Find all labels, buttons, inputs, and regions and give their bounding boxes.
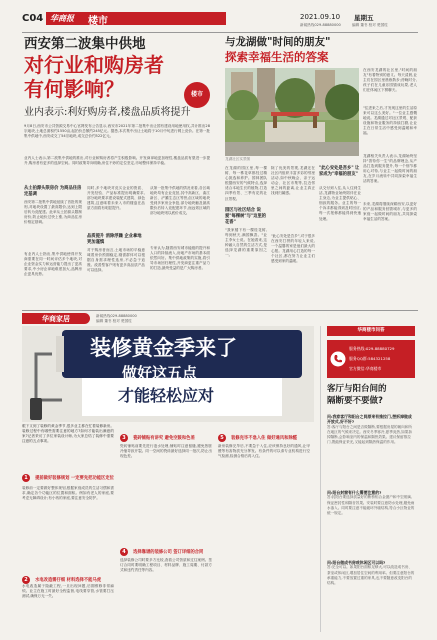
lead-paragraph-2: 业内人士表示,第二波集中供地的推出,对行业和购房者将产生积极影响。开发商拿地更加理性,楼盘品质有望进一步提升,购房者有更多的选择空间。同时政策导向明确,房住不炒的定位坚定,市场整体保持平稳。 (24, 156, 210, 166)
story2-column-2 (271, 166, 315, 304)
editor-credit: 编辑 董书 校对 楚国柱 (352, 23, 388, 27)
lead-paragraph-1: 9月8日,西安市公共资源交易中心官网发布公告显示,西安市2021年第二批集中出让国有建设用地使用权,共计推出28宗地块,土地总面积约1550亩,起拍价总额约245亿元。据悉,本次集中出让土地将于10月中旬进行网上竞价。在第一批集中供地中,西安成交了54宗地块,成交总价约522亿元。 (24, 124, 210, 139)
qa-title-line2: 隔断要不要做? (327, 396, 383, 406)
section2-badge (22, 313, 90, 324)
home-column-2 (120, 424, 212, 632)
story2-body-5: 从交付到入住,从入住到生活,龙湖物业始终陪伴在业主身边,为业主提供贴心、细致的服务。业主的每一个诉求都能得到及时回应,每一次报修都能得到快速处理。 (319, 186, 361, 221)
tip-5-title: 装修完毕不急入住 做好通风和除醛 (231, 436, 298, 441)
story2-caption: 龙湖社区实景图 (225, 157, 251, 161)
tip-2-heading (22, 566, 114, 585)
story2-column-1 (225, 166, 267, 304)
home-body-2: 水电改造属于隐蔽工程,一旦出现问题,后期维修非常麻烦。业主在施工时最好全程监督,电线要穿管,水管要打压测试,确保万无一失。 (22, 584, 114, 599)
qa-column (320, 326, 418, 632)
lead-body-6: 专家认为,随着西安城市能级的提升和人口的持续流入,房地产市场的基本面依然向好。集中供地政策的实施,将引导市场回归理性,开发商更注重产品力的打造,最终受益的是广大购房者。 (150, 246, 210, 271)
story2-headline-line2: 探索幸福生活的答案 (225, 50, 329, 64)
lead-headline-line2: 对行业和购房者 (24, 53, 164, 77)
masthead-red-block (46, 12, 226, 25)
tip-1-heading (22, 464, 114, 483)
section2-title: 华商家居 (42, 315, 70, 323)
paper-logo: 华商报 (50, 13, 74, 23)
qa-contact-box (327, 340, 415, 378)
section2-hotline: 新闻热线029-88880000 (96, 314, 137, 318)
tip-3-number: 3 (120, 434, 128, 442)
home-body-3: 瓷砖铺贴前要先进行泡水处理,铺贴时注意留缝,避免热胀冷缩导致开裂。同一空间的瓷砖最好选择同一批次,防止出现色差。 (120, 444, 212, 459)
story2 (223, 36, 419, 306)
lead-sub-title-2: 品质提升 消除浮躁 企业拿地更加谨慎 (87, 234, 142, 245)
tip-5-heading (218, 424, 310, 443)
story2-body-3: 除了优美的景观,龙湖还在社区内组织丰富多彩的邻里活动,如中秋晚会、亲子运动会、社区市集等,拉近邻里之间的距离,让业主真正找到归属感。 (271, 166, 315, 196)
home-body (22, 424, 314, 632)
home-body-5: 新房装修完毕后,不要急于入住,应该保持良好的通风,让甲醛等有害物质充分挥发。有条件的可以请专业机构进行空气检测,检测合格后再入住。 (218, 444, 310, 459)
qa-badge: 华商楼市问答 (327, 326, 415, 336)
home-body-4: 选择装修公司时要多方比较,查看公司资质和过往案例。签订合同时要明确工程项目、材料品牌、施工周期、付款方式和违约责任等内容。 (120, 558, 212, 573)
story2-sub-title-2: "此心安处是吾乡" 让家成为"幸福的朋友" (319, 166, 360, 177)
qa-answer-1: 答:客厅与阳台之间是否做隔断,要根据房屋的朝向和所在地区的气候来决定。西安冬季寒冷,夏季炎热,如果拆掉隔断,会影响室内的保温和隔热效果。建议保留推拉门,既能保证采光,又能起到隔热保温的作用。 (327, 424, 413, 445)
lead-column-1 (24, 186, 82, 304)
story2-column-3 (319, 166, 361, 304)
community-photo-illustration (225, 68, 359, 156)
banner-line2: 做好这五点 (122, 364, 198, 382)
issue-date: 2021.09.10 (300, 13, 341, 21)
tip-4-heading (120, 538, 212, 557)
lead-headline-line1: 西安第二波集中供地 (24, 36, 146, 52)
qa-item-2 (327, 488, 415, 554)
qa-item-1 (327, 412, 415, 484)
lead-column-3 (150, 186, 210, 304)
home-intro: 眼下又到了装修的黄金季节,很多业主都在忙着装修新房。装修过程中有哪些需要注意的地方?如何才能装出满意的家?记者采访了多位家装设计师,为大家总结了装修中需要注意的五点事项。 (22, 424, 114, 444)
tip-1-number: 1 (22, 474, 30, 482)
tip-3-heading (120, 424, 212, 443)
phone-icon (330, 351, 346, 367)
lead-body-2: 有业内人士指出,集中供地使得开发商需要在同一时间评估多个地块,对企业资金实力和运营能力提出了更高要求,中小房企拿地难度加大,品牌房企更具优势。 (24, 252, 82, 277)
issue-weekday: 星期五 (354, 14, 374, 22)
lead-column-2 (87, 186, 145, 304)
story2-body-2: "我家楼下有一棵桂花树,每到秋天,满园飘香。"业主李女士说。在她看来,这种融入自然的生活方式,是选择龙湖的重要原因之一。 (225, 228, 267, 258)
section2-header (22, 310, 418, 324)
tip-4-title: 选择靠谱的装修公司 签订详细的合同 (133, 550, 204, 555)
qa-qq: 服务QQ群:584321258 (349, 356, 391, 361)
home-body-1: 装修前一定要做好整体规划,根据家庭成员的生活习惯和需求,确定各个功能区的位置和面积。例如有老人的家庭,要考虑无障碍设计;有小孩的家庭,要注意安全防护。 (22, 486, 114, 501)
lead-body-3: 同时,多个地块对竞买企业的资质、开发经验、产品标准提出明确要求,部分地块要求建设装配式建筑、绿色建筑,这意味着未来入市的楼盘在品质方面将有明显提升。 (87, 186, 145, 211)
section2-editor: 编辑 董书 校对 楚国柱 (96, 319, 132, 323)
qa-question-3: 问:阳台做成书房或休闲区可以吗? (327, 560, 386, 565)
lead-callout-badge: 楼市 (184, 82, 210, 108)
qa-phone: 服务热线:029-88880729 (349, 346, 395, 351)
lead-body-4: 对于购房者而言,土地市场的平稳意味着房价预期稳定,刚需群体可以根据自身需求理性选房,不必急于追涨。改善型客户则有更多高品质产品可以选择。 (87, 248, 145, 273)
banner-line3: 才能轻松应对 (118, 386, 215, 405)
banner-line1: 装修黄金季来了 (90, 336, 237, 360)
qa-title-line1: 客厅与阳台间的 (327, 384, 387, 394)
page-number: C04 (22, 13, 44, 24)
qa-question-1: 问:我家客厅和阳台之间原来有推拉门,想拆掉做成开放式,好不好? (327, 414, 412, 425)
section-title: 楼市 (88, 16, 108, 27)
community-photo (225, 68, 359, 156)
lead-headline-line3: 有何影响？ (24, 77, 124, 101)
tip-2-number: 2 (22, 576, 30, 584)
qa-answer-3: 答:完全可以。如果阳台面积足够大,可以改造成书房、茶室或休闲区,增加居住空间的利用率。但要注意阳台的承重能力,不要放置过重的家具,也不要随意改变阳台的结构。 (327, 565, 415, 585)
lead-body-1: 西安第二批集中供地延续了首批的规则,对地块设置了最高限价,达到上限后转为竞配建。此举从土拍源头限制房价,防止地价过快上涨,为商品住房价格定基调。 (24, 200, 82, 225)
qa-wechat: 官方微信:华商楼市 (349, 366, 382, 371)
tip-2-title: 水电改造需仔细 材料选择不能马虎 (35, 578, 102, 583)
masthead (22, 10, 418, 30)
story2-paragraph-3: 龙湖相关负责人表示,龙湖始终坚持"善待你一生"的品牌理念,从产品打造到服务提升,每一个细节都用心对待,与业主一起做时间的朋友,在岁月流转中共同探索幸福生活的答案。 (363, 154, 417, 184)
lead-story (22, 36, 218, 306)
home-banner (22, 326, 314, 422)
story2-paragraph-2: "住进来之后,才发现这里的生活原来可以这么美好。"一位业主感慨地说。龙湖通过对社区景观、配套设施和物业服务的持续打磨,让业主在日常生活中感受到温暖和幸福。 (363, 106, 417, 136)
story2-headline-line1: 与龙湖做"时间的朋友" (225, 36, 331, 48)
tip-3-title: 瓷砖铺贴有讲究 避免空鼓和色差 (133, 436, 195, 441)
tip-4-number: 4 (120, 548, 128, 556)
story2-sub-title-1: 园区与社区结合 说爱"每棵树"与"这里的花香" (225, 208, 267, 225)
story2-body-4: "此心安处是吾乡",对于很多在西安打拼的年轻人来说,一个温馨的家是他们最大的心愿。龙湖用心打造的每一个社区,都在努力让业主们感受到家的温暖。 (271, 234, 315, 264)
story2-body-6: 未来,龙湖将继续深耕西安,以更好的产品和服务回馈城市,与更多的家庭一起做时间的朋友,共同探索幸福生活的答案。 (363, 202, 417, 222)
qa-question-2: 问:阳台封窗有什么需要注意的? (327, 490, 382, 495)
lead-subheadline: 业内表示:利好购房者,楼盘品质将提升 (24, 107, 191, 118)
home-column-1 (22, 424, 114, 632)
lead-body-5: 从第一批集中供地的情况来看,各区域地块均有企业竞拍,其中高新区、曲江新区、浐灞生态区等热点区域的地块受到多家房企争抢,部分地块触及最高限价后转入竞配建环节,而远郊区域的部分地块则以底价成交。 (150, 186, 210, 216)
tip-5-number: 5 (218, 434, 226, 442)
story2-paragraph-1: 在西安龙湖的社区里,"时间的朋友"有着特别的意义。每天清晨,业主们在园区里晨练散步;傍晚时分,孩子们在儿童乐园嬉戏玩耍,老人们在休闲区下棋聊天。 (363, 68, 417, 93)
masthead-rule (22, 32, 418, 33)
qa-item-3 (327, 558, 415, 630)
tip-1-title: 提前做好装修规划 一定要先把功能区定位 (35, 476, 114, 481)
news-hotline: 新闻热线029-88880000 (300, 23, 341, 27)
home-column-3 (218, 424, 310, 632)
qa-answer-2: 答:封阳台要选择质量好的断桥铝合金窗户和中空玻璃,保证密封性和隔音效果。安装时要注意防水处理,避免雨水渗入。同时要注意不能破坏外墙结构,符合小区物业的统一规定。 (327, 495, 415, 515)
story2-body-1: 在龙湖的园区里,每一棵树、每一株花草都经过精心挑选和养护。园林团队根据西安的气候特点,选择适合本地生长的植物,打造四季有景、三季有花的社区景观。 (225, 166, 267, 201)
lead-sub-title-1: 从土拍源头限房价 为商品住房定基调 (24, 186, 82, 197)
